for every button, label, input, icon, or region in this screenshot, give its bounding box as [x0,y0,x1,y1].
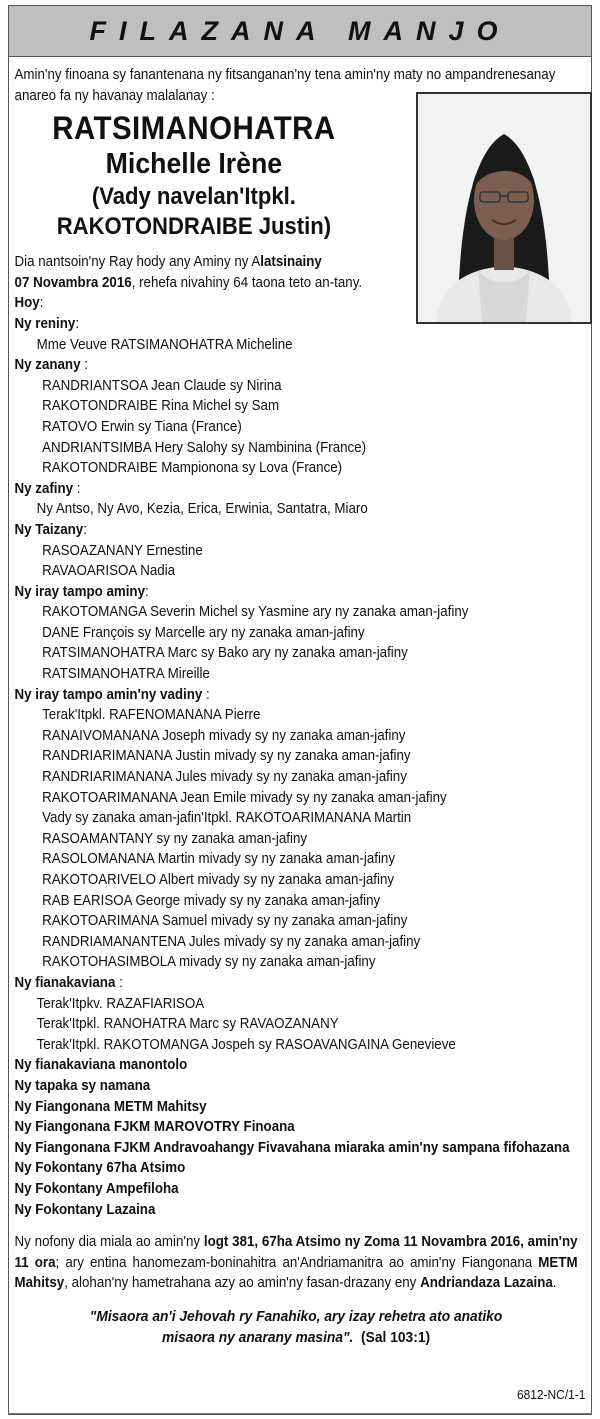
family-member: RATSIMANOHATRA Marc sy Bako ary ny zanaka aman-jafiny [42,645,408,662]
funeral-details: Ny nofony dia miala ao amin'ny logt 381, 67ha Atsimo ny Zoma 11 Novambra 2016, amin'ny 11 ora; ary entina hanomezam-boninahitra an'Andriamanitra ao amin'ny Fiangonana METM Mahitsy, alohan'ny hametrahana azy ao amin'ny fasan-drazany eny Andriandaza Lazaina. [14,1234,578,1292]
bottom-rule [8,1413,592,1414]
family-member: RAKOTOHASIMBOLA mivady sy ny zanaka aman-jafiny [42,954,376,971]
family-member: RASOAMANTANY sy ny zanaka aman-jafiny [42,830,308,847]
family-group-title: Ny zafiny : [14,480,81,497]
death-date: 07 Novambra 2016 [14,274,132,291]
family-member: RANAIVOMANANA Joseph mivady sy ny zanaka aman-jafiny [42,727,406,744]
family-member: Vady sy zanaka aman-jafin'Itpkl. RAKOTOARIMANANA Martin [42,810,412,827]
organization-item: Ny tapaka sy namana [14,1077,151,1094]
organizations-list [15,1055,585,1220]
deceased-given-names: Michelle Irène [105,148,283,181]
family-group-title: Ny reniny: [14,315,80,332]
family-member: RATSIMANOHATRA Mireille [42,666,210,683]
deceased-name-block [15,110,374,242]
death-announcement: Dia nantsoin'ny Ray hody any Aminy ny Alatsinainy 07 Novambra 2016, rehefa nivahiny 64 taona teto an-tany. [14,254,363,291]
family-member: Mme Veuve RATSIMANOHATRA Micheline [36,336,293,353]
death-day: latsinainy [260,254,322,271]
family-member: Terak'Itpkl. RANOHATRA Marc sy RAVAOZANANY [36,1016,339,1033]
family-member: RAKOTOMANGA Severin Michel sy Yasmine ary ny zanaka aman-jafiny [42,604,469,621]
intro-text: Amin'ny finoana sy fanantenana ny fitsanganan'ny tena amin'ny maty no ampandrenesanay anareo fa ny havanay malalanay : [14,67,556,104]
family-member: RASOLOMANANA Martin mivady sy ny zanaka aman-jafiny [42,851,396,868]
family-member: RAKOTONDRAIBE Mampionona sy Lova (France) [42,460,343,477]
organization-item: Ny Fokontany 67ha Atsimo [14,1160,186,1177]
spouse-line-1: (Vady navelan'Itpkl. [91,183,296,211]
family-group-title: Ny fianakaviana : [14,974,123,991]
notice-frame [8,5,592,1415]
portrait-photo-icon [416,92,592,324]
family-member: RANDRIARIMANANA Justin mivady sy ny zanaka aman-jafiny [42,748,411,765]
family-member: Terak'Itpkv. RAZAFIARISOA [36,995,205,1012]
deceased-surname: RATSIMANOHATRA [52,110,336,147]
family-member: RAKOTOARIMANA Samuel mivady sy ny zanaka aman-jafiny [42,913,408,930]
organization-item: Ny Fokontany Ampefiloha [14,1180,179,1197]
family-member: Ny Antso, Ny Avo, Kezia, Erica, Erwinia, Santatra, Miaro [36,501,368,518]
family-member: RAVAOARISOA Nadia [42,563,176,580]
verse-reference: (Sal 103:1) [361,1328,431,1346]
family-groups [15,314,585,1055]
reference-code: 6812-NC/1-1 [516,1387,585,1402]
family-member: RAKOTOARIVELO Albert mivady sy ny zanaka aman-jafiny [42,872,395,888]
organization-item: Ny Fokontany Lazaina [14,1201,156,1218]
family-member: RAB EARISOA George mivady sy ny zanaka aman-jafiny [42,892,381,909]
family-group-title: Ny Taizany: [14,521,87,538]
hoy-label: Hoy: [14,295,44,312]
family-member: Terak'Itpkl. RAFENOMANANA Pierre [42,707,261,724]
family-member: RANDRIAMANANTENA Jules mivady sy ny zanaka aman-jafiny [42,933,421,950]
bible-verse: "Misaora an'i Jehovah ry Fanahiko, ary izay rehetra ato anatiko misaora ny anarany masina". (Sal 103:1) [89,1307,503,1346]
notice-header [9,6,591,57]
family-group-title: Ny iray tampo aminy: [14,583,149,600]
organization-item: Ny Fiangonana FJKM Andravoahangy Fivavahana miaraka amin'ny sampana fifohazana [14,1139,570,1156]
family-member: RAKOTONDRAIBE Rina Michel sy Sam [42,398,280,415]
family-member: Terak'Itpkl. RAKOTOMANGA Jospeh sy RASOAVANGAINA Genevieve [36,1036,456,1053]
family-member: ANDRIANTSIMBA Hery Salohy sy Nambinina (France) [42,439,367,456]
notice-title: FILAZANA MANJO [89,15,511,46]
family-member: RANDRIANTSOA Jean Claude sy Nirina [42,377,282,394]
organization-item: Ny fianakaviana manontolo [14,1057,188,1074]
organization-item: Ny Fiangonana METM Mahitsy [14,1098,207,1115]
spouse-line-2: RAKOTONDRAIBE Justin) [56,213,332,241]
family-member: DANE François sy Marcelle ary ny zanaka aman-jafiny [42,624,365,641]
family-member: RATOVO Erwin sy Tiana (France) [42,418,242,435]
family-member: RASOAZANANY Ernestine [42,542,203,559]
family-member: RAKOTOARIMANANA Jean Emile mivady sy ny zanaka aman-jafiny [42,789,447,806]
organization-item: Ny Fiangonana FJKM MAROVOTRY Finoana [14,1119,295,1136]
family-group-title: Ny iray tampo amin'ny vadiny : [14,686,210,703]
family-group-title: Ny zanany : [14,357,88,374]
family-member: RANDRIARIMANANA Jules mivady sy ny zanaka aman-jafiny [42,769,407,786]
